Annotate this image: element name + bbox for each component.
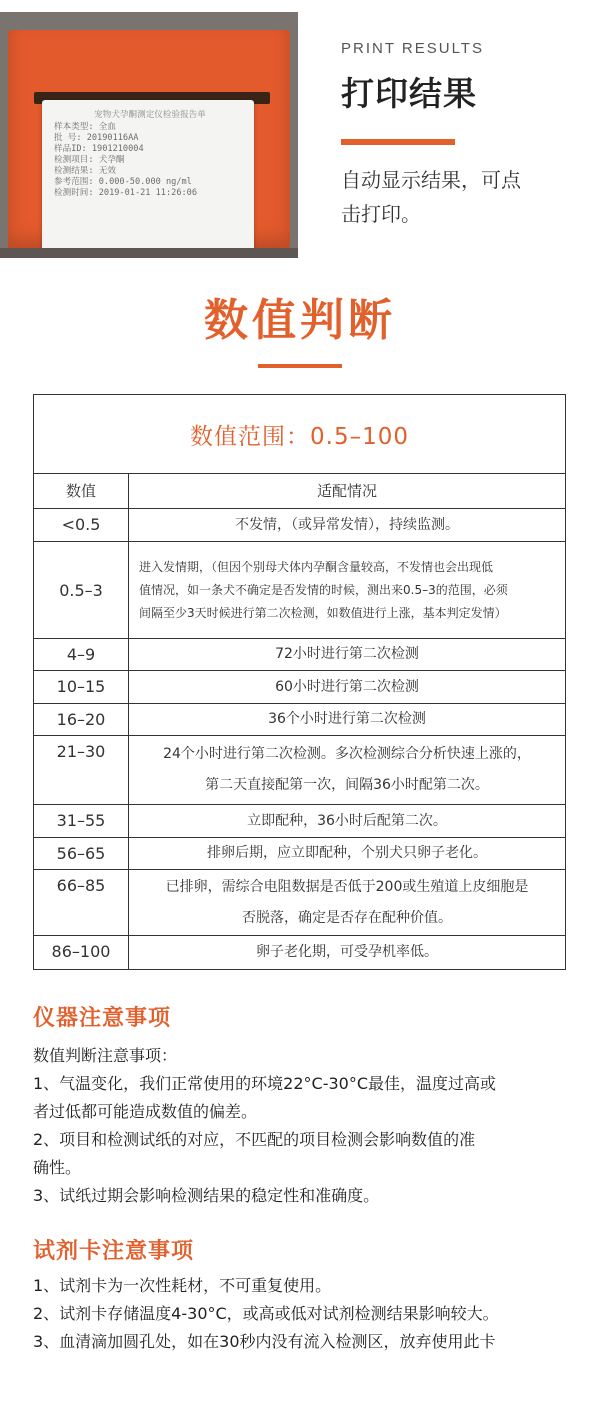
row-value: 66–85	[34, 870, 129, 935]
section-title: 数值判断	[204, 295, 396, 346]
receipt-line: 检测项目: 犬孕酮	[54, 155, 125, 165]
row-situation	[129, 936, 565, 969]
note-line: 数值判断注意事项：	[33, 1046, 178, 1065]
note-line: 2、试剂卡存储温度4-30°C，或高或低对试剂检测结果影响较大。	[33, 1304, 499, 1323]
receipt-line: 样品ID: 1901210004	[54, 144, 144, 154]
note-line: 1、试剂卡为一次性耗材，不可重复使用。	[33, 1276, 332, 1295]
header-situation: 适配情况	[316, 481, 377, 500]
table-header-row	[34, 474, 565, 509]
print-results-cn-title: 打印结果	[341, 74, 477, 113]
row-situation	[129, 542, 565, 638]
table-row	[34, 870, 565, 936]
header-value: 数值	[34, 474, 129, 508]
situation-text: 排卵后期，应立即配种，个别犬只卵子老化。	[207, 845, 487, 861]
situation-text: 已排卵，需综合电阻数据是否低于200或生殖道上皮细胞是	[165, 878, 529, 895]
note-line: 3、血清滴加圆孔处，如在30秒内没有流入检测区，放弃使用此卡	[33, 1332, 496, 1351]
note-line: 2、项目和检测试纸的对应，不匹配的项目检测会影响数值的准	[33, 1130, 476, 1149]
printer-photo	[0, 12, 298, 258]
row-situation	[129, 704, 565, 735]
situation-text: 值情况，如一条犬不确定是否发情的时候，测出来0.5–3的范围，必须	[139, 582, 508, 597]
situation-text: 间隔至少3天时候进行第二次检测，如数值进行上涨，基本判定发情）	[139, 605, 507, 620]
note-line: 3、试纸过期会影响检测结果的稳定性和准确度。	[33, 1186, 380, 1205]
receipt-line: 参考范围: 0.000-50.000 ng/ml	[54, 177, 192, 187]
row-situation	[129, 870, 565, 935]
row-value: 10–15	[34, 671, 129, 703]
row-value: 4–9	[34, 639, 129, 670]
print-results-en-title: PRINT RESULTS	[341, 40, 484, 57]
row-value: 86–100	[34, 936, 129, 969]
title-underline	[341, 139, 455, 145]
row-situation	[129, 639, 565, 670]
table-row	[34, 838, 565, 870]
table-row	[34, 736, 565, 805]
printed-receipt	[42, 100, 254, 258]
note-line: 1、气温变化，我们正常使用的环境22°C-30°C最佳，温度过高或	[33, 1074, 497, 1093]
photo-base	[0, 248, 298, 258]
receipt-line: 检测结果: 无效	[54, 166, 116, 176]
note-line: 者过低都可能造成数值的偏差。	[33, 1102, 258, 1121]
row-value: 0.5–3	[34, 542, 129, 638]
print-results-description	[341, 163, 581, 231]
reagent-notes	[33, 1272, 573, 1356]
row-situation	[129, 736, 565, 804]
printer-body	[8, 30, 290, 250]
situation-text: 进入发情期，（但因个别母犬体内孕酮含量较高，不发情也会出现低	[139, 559, 494, 574]
row-situation	[129, 805, 565, 837]
situation-text: 第二天直接配第一次，间隔36小时配第二次。	[205, 777, 489, 793]
row-value: 31–55	[34, 805, 129, 837]
situation-text: 不发情，（或异常发情），持续监测。	[235, 516, 459, 533]
reagent-notes-title: 试剂卡注意事项	[33, 1239, 195, 1264]
situation-text: 立即配种，36小时后配第二次。	[247, 812, 447, 829]
row-value: 21–30	[34, 736, 129, 804]
receipt-line: 宠物犬孕酮测定仪检验报告单	[94, 110, 206, 120]
row-value: <0.5	[34, 509, 129, 541]
situation-text: 否脱落，确定是否存在配种价值。	[241, 909, 452, 926]
table-row	[34, 671, 565, 704]
situation-text: 卵子老化期，可受孕机率低。	[256, 944, 438, 960]
description-line: 自动显示结果，可点	[341, 168, 521, 192]
table-title: 数值范围：0.5–100	[34, 395, 565, 474]
table-row	[34, 805, 565, 838]
instrument-notes-title: 仪器注意事项	[33, 1006, 172, 1031]
situation-text: 36个小时进行第二次检测	[268, 711, 426, 727]
instrument-notes	[33, 1042, 573, 1210]
description-line: 击打印。	[341, 202, 421, 226]
row-situation	[129, 671, 565, 703]
receipt-line: 批 号: 20190116AA	[54, 133, 139, 143]
print-results-section	[0, 0, 600, 262]
row-situation	[129, 509, 565, 541]
table-row	[34, 639, 565, 671]
row-value: 16–20	[34, 704, 129, 735]
situation-text: 24个小时进行第二次检测。多次检测综合分析快速上涨的，	[163, 746, 531, 762]
receipt-line: 样本类型: 全血	[54, 122, 116, 132]
table-row	[34, 542, 565, 639]
receipt-line: 检测时间: 2019-01-21 11:26:06	[54, 188, 198, 198]
row-value: 56–65	[34, 838, 129, 869]
value-judgement-table	[33, 394, 566, 970]
situation-text: 60小时进行第二次检测	[275, 678, 419, 695]
table-row	[34, 704, 565, 736]
note-line: 确性。	[33, 1158, 82, 1177]
section-title-underline	[258, 364, 342, 368]
table-row	[34, 509, 565, 542]
table-row	[34, 936, 565, 969]
situation-text: 72小时进行第二次检测	[275, 646, 419, 662]
row-situation	[129, 838, 565, 869]
